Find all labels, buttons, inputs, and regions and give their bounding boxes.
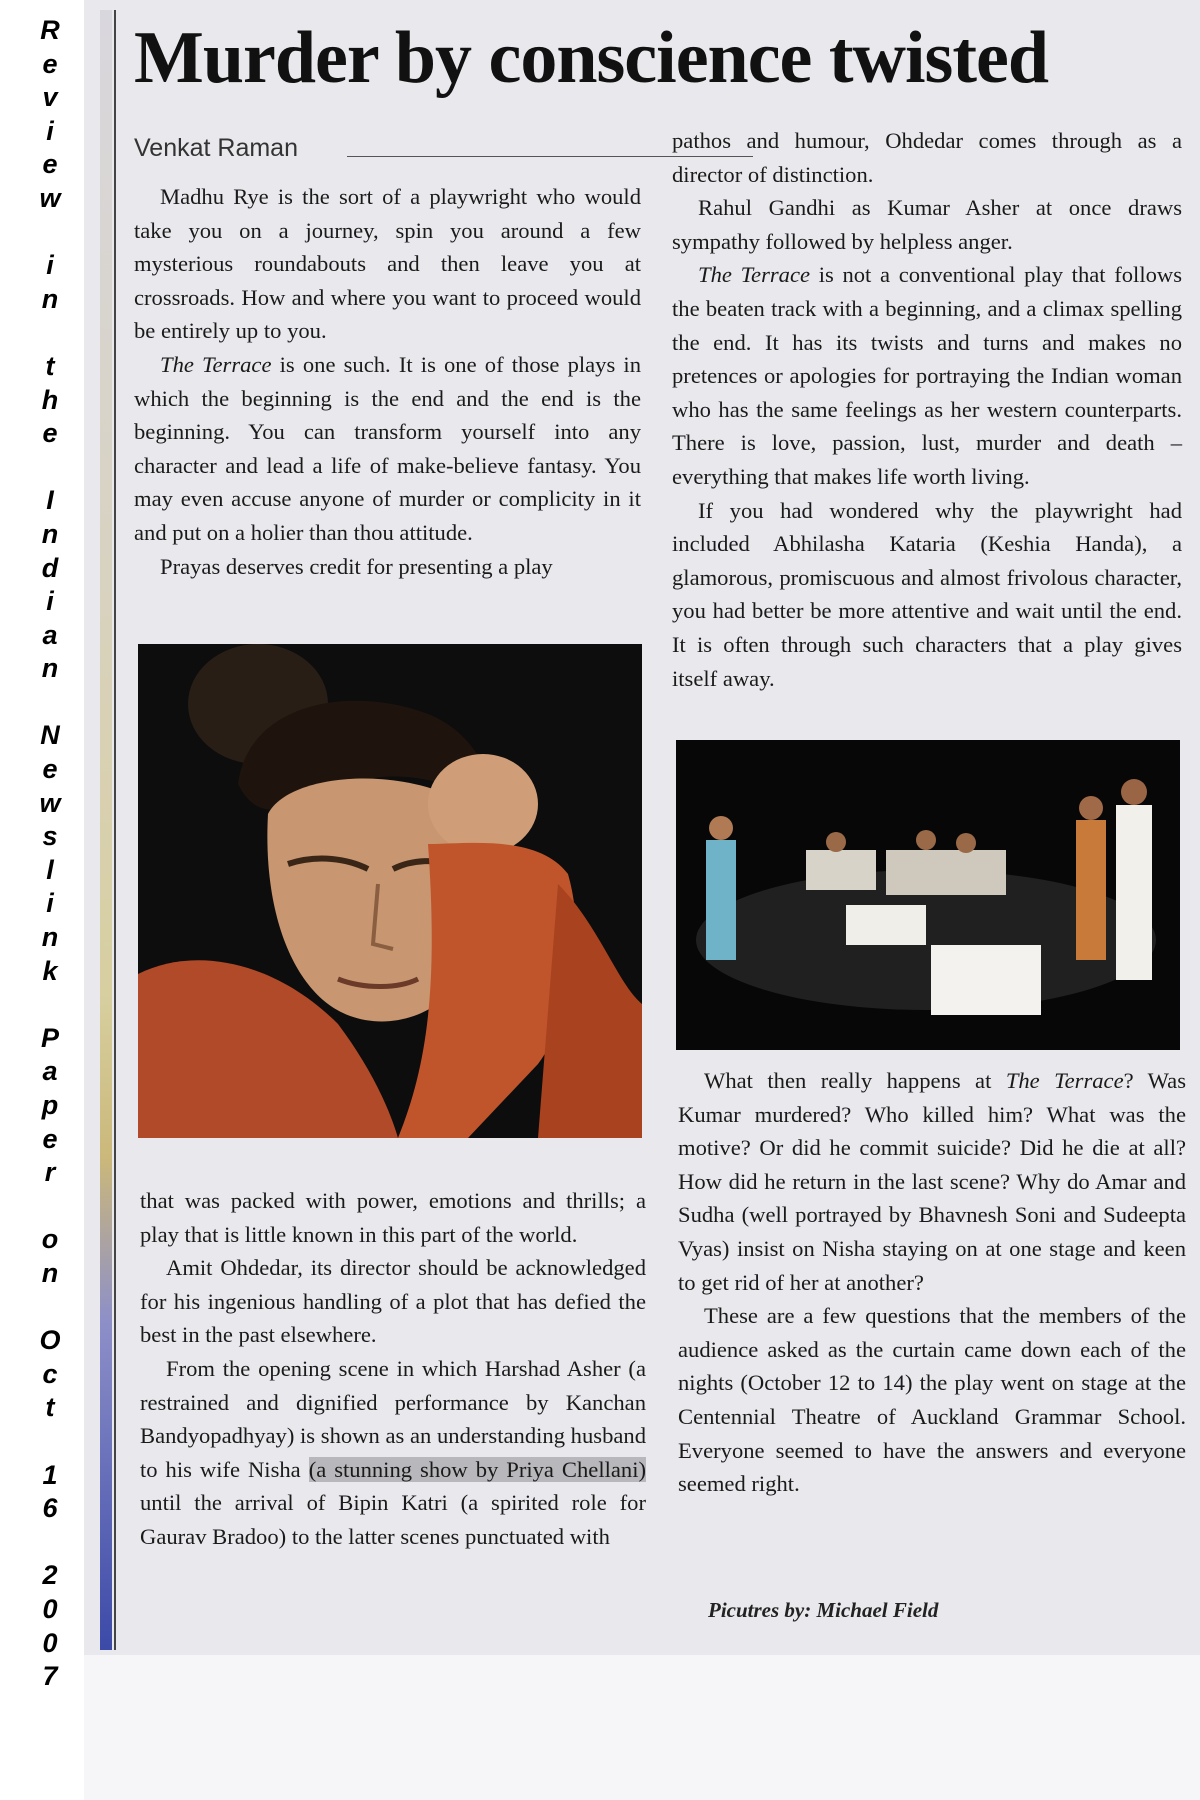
side-caption-char: 6 [42, 1493, 58, 1524]
paragraph [678, 1064, 1186, 1299]
stage-photo [676, 740, 1180, 1050]
side-caption-char: a [42, 1056, 58, 1087]
side-caption-char: t [45, 1392, 55, 1423]
paragraph: These are a few questions that the members of the audience asked as the curtain came down each of the nights (October 12 to 14) the play went on stage at the Centennial Theatre of Auckland Grammar School. Everyone seemed to have the answers and everyone seemed right. [678, 1303, 1186, 1497]
paragraph-text: until the arrival of Bipin Katri (a spirited role for Gaurav Bradoo) to the latter scenes punctuated with [140, 1490, 646, 1549]
side-caption-char: s [42, 821, 58, 852]
highlighted-text: (a stunning show by Priya Chellani) [308, 1456, 646, 1482]
paragraph: Madhu Rye is the sort of a playwright who would take you on a journey, spin you around a few mysterious roundabouts and then leave you at crossroads. How and where you want to proceed would be entirely up to you. [134, 184, 641, 344]
side-caption-char: v [42, 82, 58, 113]
side-caption-char: 2 [42, 1560, 58, 1591]
right-column-top [672, 124, 1182, 695]
paragraph [134, 348, 641, 550]
paragraph-text: ? Was Kumar murdered? Who killed him? What was the motive? Or did he commit suicide? Did he die at all? How did he return in the last scene? Why do Amar and Sudha (well portrayed by Bhavnesh Soni and Sudeepta Vyas) insist on Nisha staying on at one stage and keen to get rid of her at another? [678, 1068, 1187, 1295]
side-caption-char: e [42, 149, 58, 180]
side-caption-char: e [42, 48, 58, 79]
paragraph: that was packed with power, emotions and thrills; a play that is little known in this part of the world. [140, 1188, 646, 1247]
headline: Murder by conscience twisted [134, 17, 1048, 99]
side-caption-char: O [39, 1325, 61, 1356]
side-caption-char: n [41, 922, 59, 953]
actor-photo-image [138, 644, 642, 1138]
stage-photo-image [676, 740, 1180, 1050]
side-caption-char: p [41, 1090, 59, 1120]
side-caption-char: e [42, 418, 58, 449]
paragraph: Amit Ohdedar, its director should be acknowledged for his ingenious handling of a plot that has defied the best in the past elsewhere. [140, 1255, 646, 1348]
side-caption-char: c [42, 1358, 58, 1389]
side-caption-char: a [42, 619, 58, 650]
paragraph-text: What then really happens at [704, 1068, 992, 1093]
left-column-bottom [140, 1184, 646, 1554]
side-caption-char: n [41, 518, 59, 549]
photo-credit: Picutres by: Michael Field [708, 1598, 939, 1622]
paragraph-text: is one such. It is one of those plays in which the beginning is the end and the end is the beginning. You can transform yourself into any character and lead a life of make-believe fantasy. You may even accuse anyone of murder or complicity in it and put on a holier than thou attitude. [134, 351, 641, 545]
column-rule [114, 10, 116, 1650]
side-caption-char: w [39, 182, 61, 213]
side-caption-char: 0 [42, 1593, 58, 1624]
side-caption-char: h [41, 384, 59, 415]
side-caption-char: n [41, 283, 59, 314]
side-caption-char: t [45, 350, 55, 381]
paragraph-text: is not a conventional play that follows the beaten track with a beginning, and a climax spelling the end. It has its twists and turns and makes no pretences or apologies for portraying the Indian woman who has the same feelings as her western counterparts. There is love, passion, lust, murder and death – everything that makes life worth living. [672, 262, 1183, 489]
byline: Venkat Raman [134, 134, 298, 162]
paragraph: Prayas deserves credit for presenting a play [160, 553, 553, 579]
side-caption-char: I [46, 485, 54, 516]
paragraph: Rahul Gandhi as Kumar Asher at once draws sympathy followed by helpless anger. [672, 195, 1182, 254]
side-caption-char: i [46, 115, 54, 146]
paragraph: If you had wondered why the playwright had included Abhilasha Kataria (Keshia Handa), a glamorous, promiscuous and almost frivolous character, you had better be more attentive and wait until the end. It is often through such characters that a play gives itself away. [672, 497, 1182, 691]
side-caption-char: 0 [42, 1627, 58, 1658]
side-caption-char: i [46, 888, 54, 919]
byline-row [134, 134, 634, 168]
side-caption-char: R [40, 15, 60, 45]
side-caption-char: P [40, 1022, 59, 1053]
play-title: The Terrace [1005, 1068, 1124, 1093]
side-caption-char: e [42, 754, 58, 785]
side-caption-char: e [42, 1123, 58, 1154]
side-caption-char: i [46, 586, 54, 617]
side-caption-char: n [41, 1257, 59, 1288]
side-caption-char: d [41, 552, 59, 583]
paper-bottom-margin [84, 1655, 1200, 1800]
side-caption-char: o [41, 1224, 59, 1255]
page-edge-strip [100, 10, 112, 1650]
play-title: The Terrace [698, 262, 811, 288]
side-caption-char: k [42, 955, 58, 986]
side-caption-char: i [46, 250, 54, 281]
actor-photo [138, 644, 642, 1138]
side-caption-char: 1 [42, 1459, 58, 1490]
side-caption-char: 7 [42, 1661, 58, 1692]
side-caption-char: N [40, 720, 60, 751]
right-column-bottom [678, 1064, 1186, 1501]
side-caption-char: r [44, 1157, 56, 1188]
side-caption-char: w [39, 787, 61, 818]
paragraph [672, 258, 1182, 493]
side-caption-char: l [46, 854, 54, 885]
side-caption-char: n [41, 653, 59, 684]
paragraph [140, 1352, 646, 1554]
paragraph: pathos and humour, Ohdedar comes through as a director of distinction. [672, 128, 1182, 187]
paragraph-text: From the opening scene in which Harshad Asher (a restrained and dignified performance by Kanchan Bandyopadhyay) is shown as an understanding husband to his wife Nisha [140, 1355, 646, 1482]
left-column-top [134, 180, 641, 583]
play-title: The Terrace [160, 351, 272, 377]
